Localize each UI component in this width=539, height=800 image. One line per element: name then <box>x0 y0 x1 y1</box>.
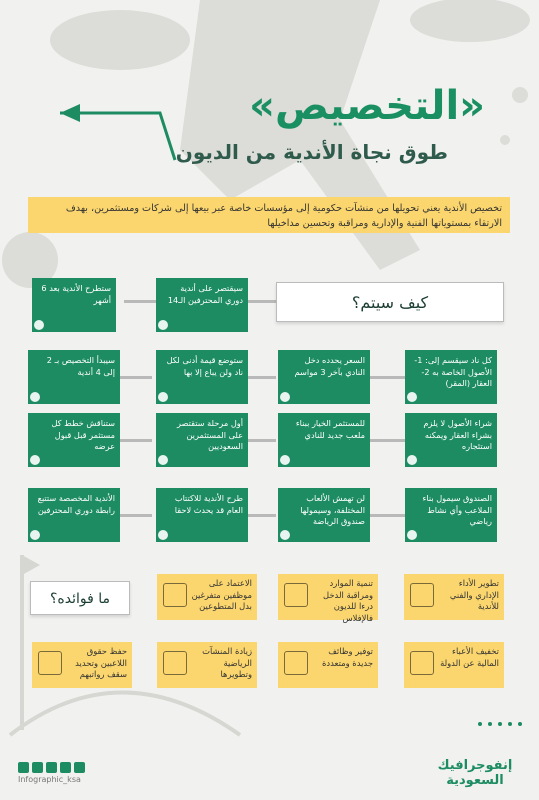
flow-step <box>28 488 120 542</box>
flow-step-text: سيبدأ التخصيص بـ 2 إلى 4 أندية <box>46 355 115 377</box>
ball-icon <box>30 392 40 402</box>
flow-step-text: الأندية المخصصة ستتبع رابطة دوري المحترفين <box>37 493 115 515</box>
youtube-icon[interactable] <box>60 762 71 773</box>
flow-step <box>32 278 116 332</box>
flow-step <box>405 350 497 404</box>
flow-step <box>156 488 248 542</box>
benefit-text: حفظ حقوق اللاعبين وتحديد سقف رواتبهم <box>75 646 127 679</box>
flow-step-text: شراء الأصول لا يلزم بشراء العقار ويمكنه استئجاره <box>423 418 492 451</box>
flow-step-text: أول مرحلة ستقتصر على المستثمرين السعوديين <box>176 418 243 451</box>
flow-step <box>278 350 370 404</box>
ball-icon <box>280 530 290 540</box>
ball-icon <box>280 392 290 402</box>
ball-icon <box>407 392 417 402</box>
flow-step-text: طرح الأندية للاكتتاب العام قد يحدث لاحقا <box>174 493 243 515</box>
ball-icon <box>280 455 290 465</box>
flow-step <box>278 413 370 467</box>
ball-icon <box>158 455 168 465</box>
benefit-card <box>157 642 257 688</box>
flow-step <box>278 488 370 542</box>
twitter-icon[interactable] <box>18 762 29 773</box>
ball-icon <box>30 530 40 540</box>
flow-step-text: ستوضع قيمة أدنى لكل ناد ولن يباع إلا بها <box>166 355 243 377</box>
benefit-text: زيادة المنشآت الرياضية وتطويرها <box>202 646 252 679</box>
page-subtitle: طوق نجاة الأندية من الديون <box>175 140 448 164</box>
flow-step <box>28 350 120 404</box>
team-icon <box>284 651 308 675</box>
flow-step-text: الصندوق سيمول بناء الملاعب وأي نشاط رياضي <box>422 493 492 526</box>
benefit-text: تنمية الموارد ومراقبة الدخل درءا للديون فالإفلاس <box>323 578 373 623</box>
instagram-icon[interactable] <box>32 762 43 773</box>
snapchat-icon[interactable] <box>46 762 57 773</box>
ball-icon <box>407 455 417 465</box>
growth-arrow-icon <box>284 583 308 607</box>
ball-icon <box>34 320 44 330</box>
benefits-section-title: ما فوائده؟ <box>30 581 130 615</box>
ball-icon <box>158 392 168 402</box>
brand-logo-line1: إنفوجرافيك <box>437 758 513 773</box>
ball-icon <box>158 530 168 540</box>
flow-step-text: السعر يحدده دخل النادي بآخر 3 مواسم <box>294 355 365 377</box>
social-links <box>18 762 128 784</box>
flow-step-text: ستناقش خطط كل مستثمر قبل قبول عرضه <box>51 418 115 451</box>
flow-step <box>405 413 497 467</box>
telegram-icon[interactable] <box>74 762 85 773</box>
ball-icon <box>158 320 168 330</box>
flow-step <box>156 278 248 332</box>
intro-text: تخصيص الأندية يعني تحويلها من منشآت حكومية إلى مؤسسات خاصة عبر بيعها إلى شركات ومستثمرين، بهدف الارتقاء بمستوياتها الفنية والإدارية ومراقبة وتحسين مداخيلها <box>28 197 510 233</box>
benefit-card <box>278 642 378 688</box>
flow-step-text: سيقتصر على أندية دوري المحترفين الـ14 <box>167 283 243 305</box>
player-icon <box>38 651 62 675</box>
money-chart-icon <box>410 651 434 675</box>
flow-step-text: للمستثمر الخيار ببناء ملعب جديد للنادي <box>295 418 365 440</box>
brand-logo <box>430 758 520 788</box>
presentation-board-icon <box>410 583 434 607</box>
ball-icon <box>407 530 417 540</box>
benefit-card <box>32 642 132 688</box>
benefit-text: تطوير الأداء الإداري والفني للأندية <box>449 578 499 611</box>
benefit-card <box>404 574 504 620</box>
benefit-text: تخفيف الأعباء المالية عن الدولة <box>440 646 499 668</box>
flow-step-text: ستطرح الأندية بعد 6 أشهر <box>41 283 111 305</box>
ball-icon <box>30 455 40 465</box>
benefit-text: توفير وظائف جديدة ومتعددة <box>322 646 373 668</box>
page-title: «التخصيص» <box>249 83 485 129</box>
stadium-icon <box>163 651 187 675</box>
social-handle[interactable]: Infographic_ksa <box>18 775 81 784</box>
benefit-card <box>157 574 257 620</box>
people-network-icon <box>163 583 187 607</box>
flow-step <box>156 413 248 467</box>
benefit-card <box>404 642 504 688</box>
flow-step <box>28 413 120 467</box>
flow-step-text: لن تهمش الألعاب المختلفة، وسيمولها صندوق الرياضة <box>300 493 365 526</box>
flow-step-text: كل ناد سيقسم إلى: 1- الأصول الخاصة به 2- العقار (المقر) <box>414 355 492 388</box>
brand-logo-line2: السعودية <box>446 773 504 788</box>
flow-step <box>405 488 497 542</box>
flow-step <box>156 350 248 404</box>
benefit-text: الاعتماد على موظفين متفرغين بدل المتطوعين <box>191 578 252 611</box>
benefit-card <box>278 574 378 623</box>
how-section-title: كيف سيتم؟ <box>276 282 504 322</box>
